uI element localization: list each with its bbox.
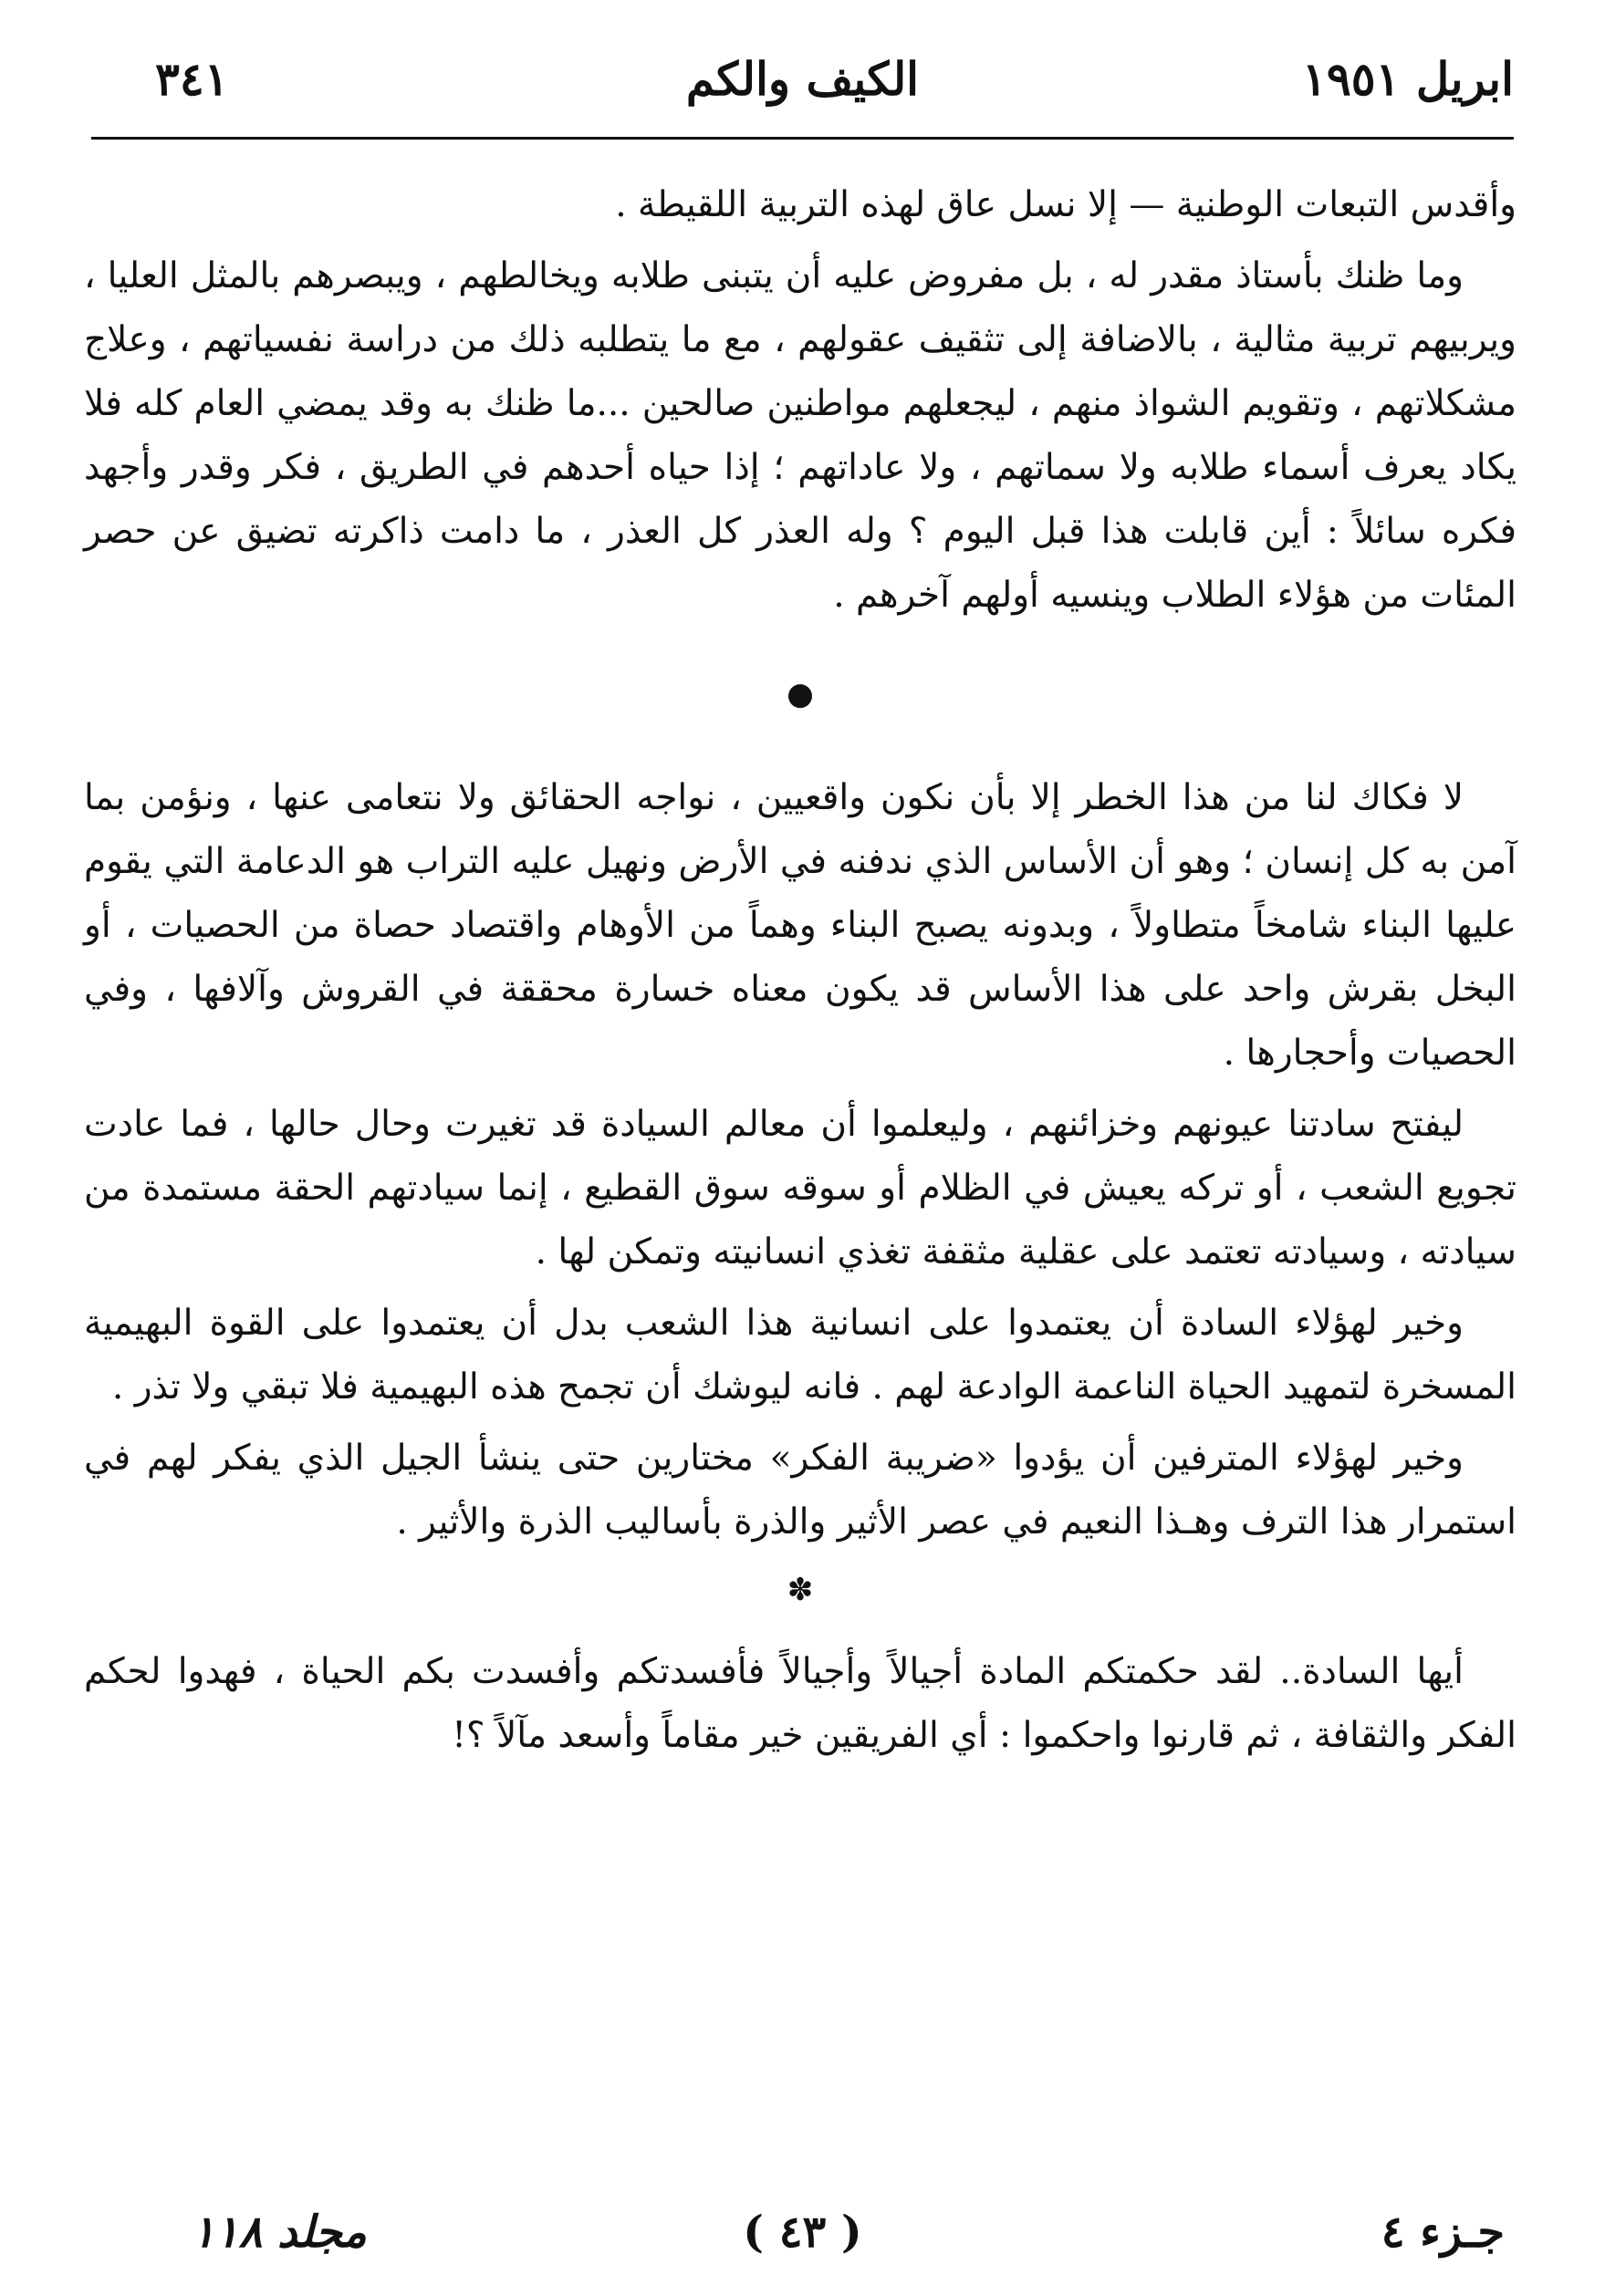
running-header [91, 47, 1514, 111]
article-body [84, 173, 1516, 1775]
section-ornament: ✽ [787, 1572, 814, 1608]
section-ornament: ● [787, 676, 814, 712]
footer-volume: مجلد ١١٨ [192, 2207, 367, 2258]
header-divider [91, 137, 1514, 140]
header-title: الكيف والكم [685, 52, 920, 106]
header-page-number: ٣٤١ [155, 52, 229, 106]
paragraph: لا فكاك لنا من هذا الخطر إلا بأن نكون واقعيين ، نواجه الحقائق ولا نتعامى عنها ، ونؤمن بما آمن به كل إنسان ؛ وهو أن الأساس الذي ندفنه في الأرض ونهيل عليه التراب هو الدعامة التي يقوم عليها البناء شامخاً متطاولاً ، وبدونه يصبح البناء وهماً من الأوهام واقتصاد حصاة من الحصيات ، أو البخل بقرش واحد على هذا الأساس قد يكون معناه خسارة محققة في القروش وآلافها ، وفي الحصيات وأحجارها . [84, 777, 1516, 1074]
page-footer [91, 2200, 1514, 2264]
footer-issue-number: ( ٤٣ ) [743, 2207, 862, 2258]
paragraph: وخير لهؤلاء المترفين أن يؤدوا «ضريبة الفكر» مختارين حتى ينشأ الجيل الذي يفكر لهم في استمرار هذا الترف وهـذا النعيم في عصر الأثير والذرة بأساليب الذرة والأثير . [84, 1438, 1516, 1543]
paragraph: أيها السادة.. لقد حكمتكم المادة أجيالاً وأجيالاً فأفسدتكم وأفسدت بكم الحياة ، فهدوا لحكم الفكر والثقافة ، ثم قارنوا واحكموا : أي الفريقين خير مقاماً وأسعد مآلاً ؟! [84, 1651, 1516, 1756]
paragraph: وخير لهؤلاء السادة أن يعتمدوا على انسانية هذا الشعب بدل أن يعتمدوا على القوة البهيمية المسخرة لتمهيد الحياة الناعمة الوادعة لهم . فانه ليوشك أن تجمح هذه البهيمية فلا تبقي ولا تذر . [84, 1303, 1516, 1408]
footer-juz: جـزء ٤ [1381, 2207, 1505, 2258]
header-date: ابريل ١٩٥١ [1301, 52, 1514, 106]
paragraph: وأقدس التبعات الوطنية — إلا نسل عاق لهذه التربية اللقيطة . [615, 184, 1516, 225]
paragraph: ليفتح سادتنا عيونهم وخزائنهم ، وليعلموا أن معالم السيادة قد تغيرت وحال حالها ، فما عادت تجويع الشعب ، أو تركه يعيش في الظلام أو سوقه سوق القطيع ، إنما سيادتهم الحقة مستمدة من سيادته ، وسيادته تعتمد على عقلية مثقفة تغذي انسانيته وتمكن لها . [84, 1104, 1516, 1273]
paragraph: وما ظنك بأستاذ مقدر له ، بل مفروض عليه أن يتبنى طلابه ويخالطهم ، ويبصرهم بالمثل العليا ، ويربيهم تربية مثالية ، بالاضافة إلى تثقيف عقولهم ، مع ما يتطلبه ذلك من دراسة نفسياتهم ، وعلاج مشكلاتهم ، وتقويم الشواذ منهم ، ليجعلهم مواطنين صالحين ...ما ظنك به وقد يمضي العام كله فلا يكاد يعرف أسماء طلابه ولا سماتهم ، ولا عاداتهم ؛ إذا حياه أحدهم في الطريق ، فكر وقدر وأجهد فكره سائلاً : أين قابلت هذا قبل اليوم ؟ وله العذر كل العذر ، ما دامت ذاكرته تضيق عن حصر المئات من هؤلاء الطلاب وينسيه أولهم آخرهم . [84, 255, 1516, 616]
